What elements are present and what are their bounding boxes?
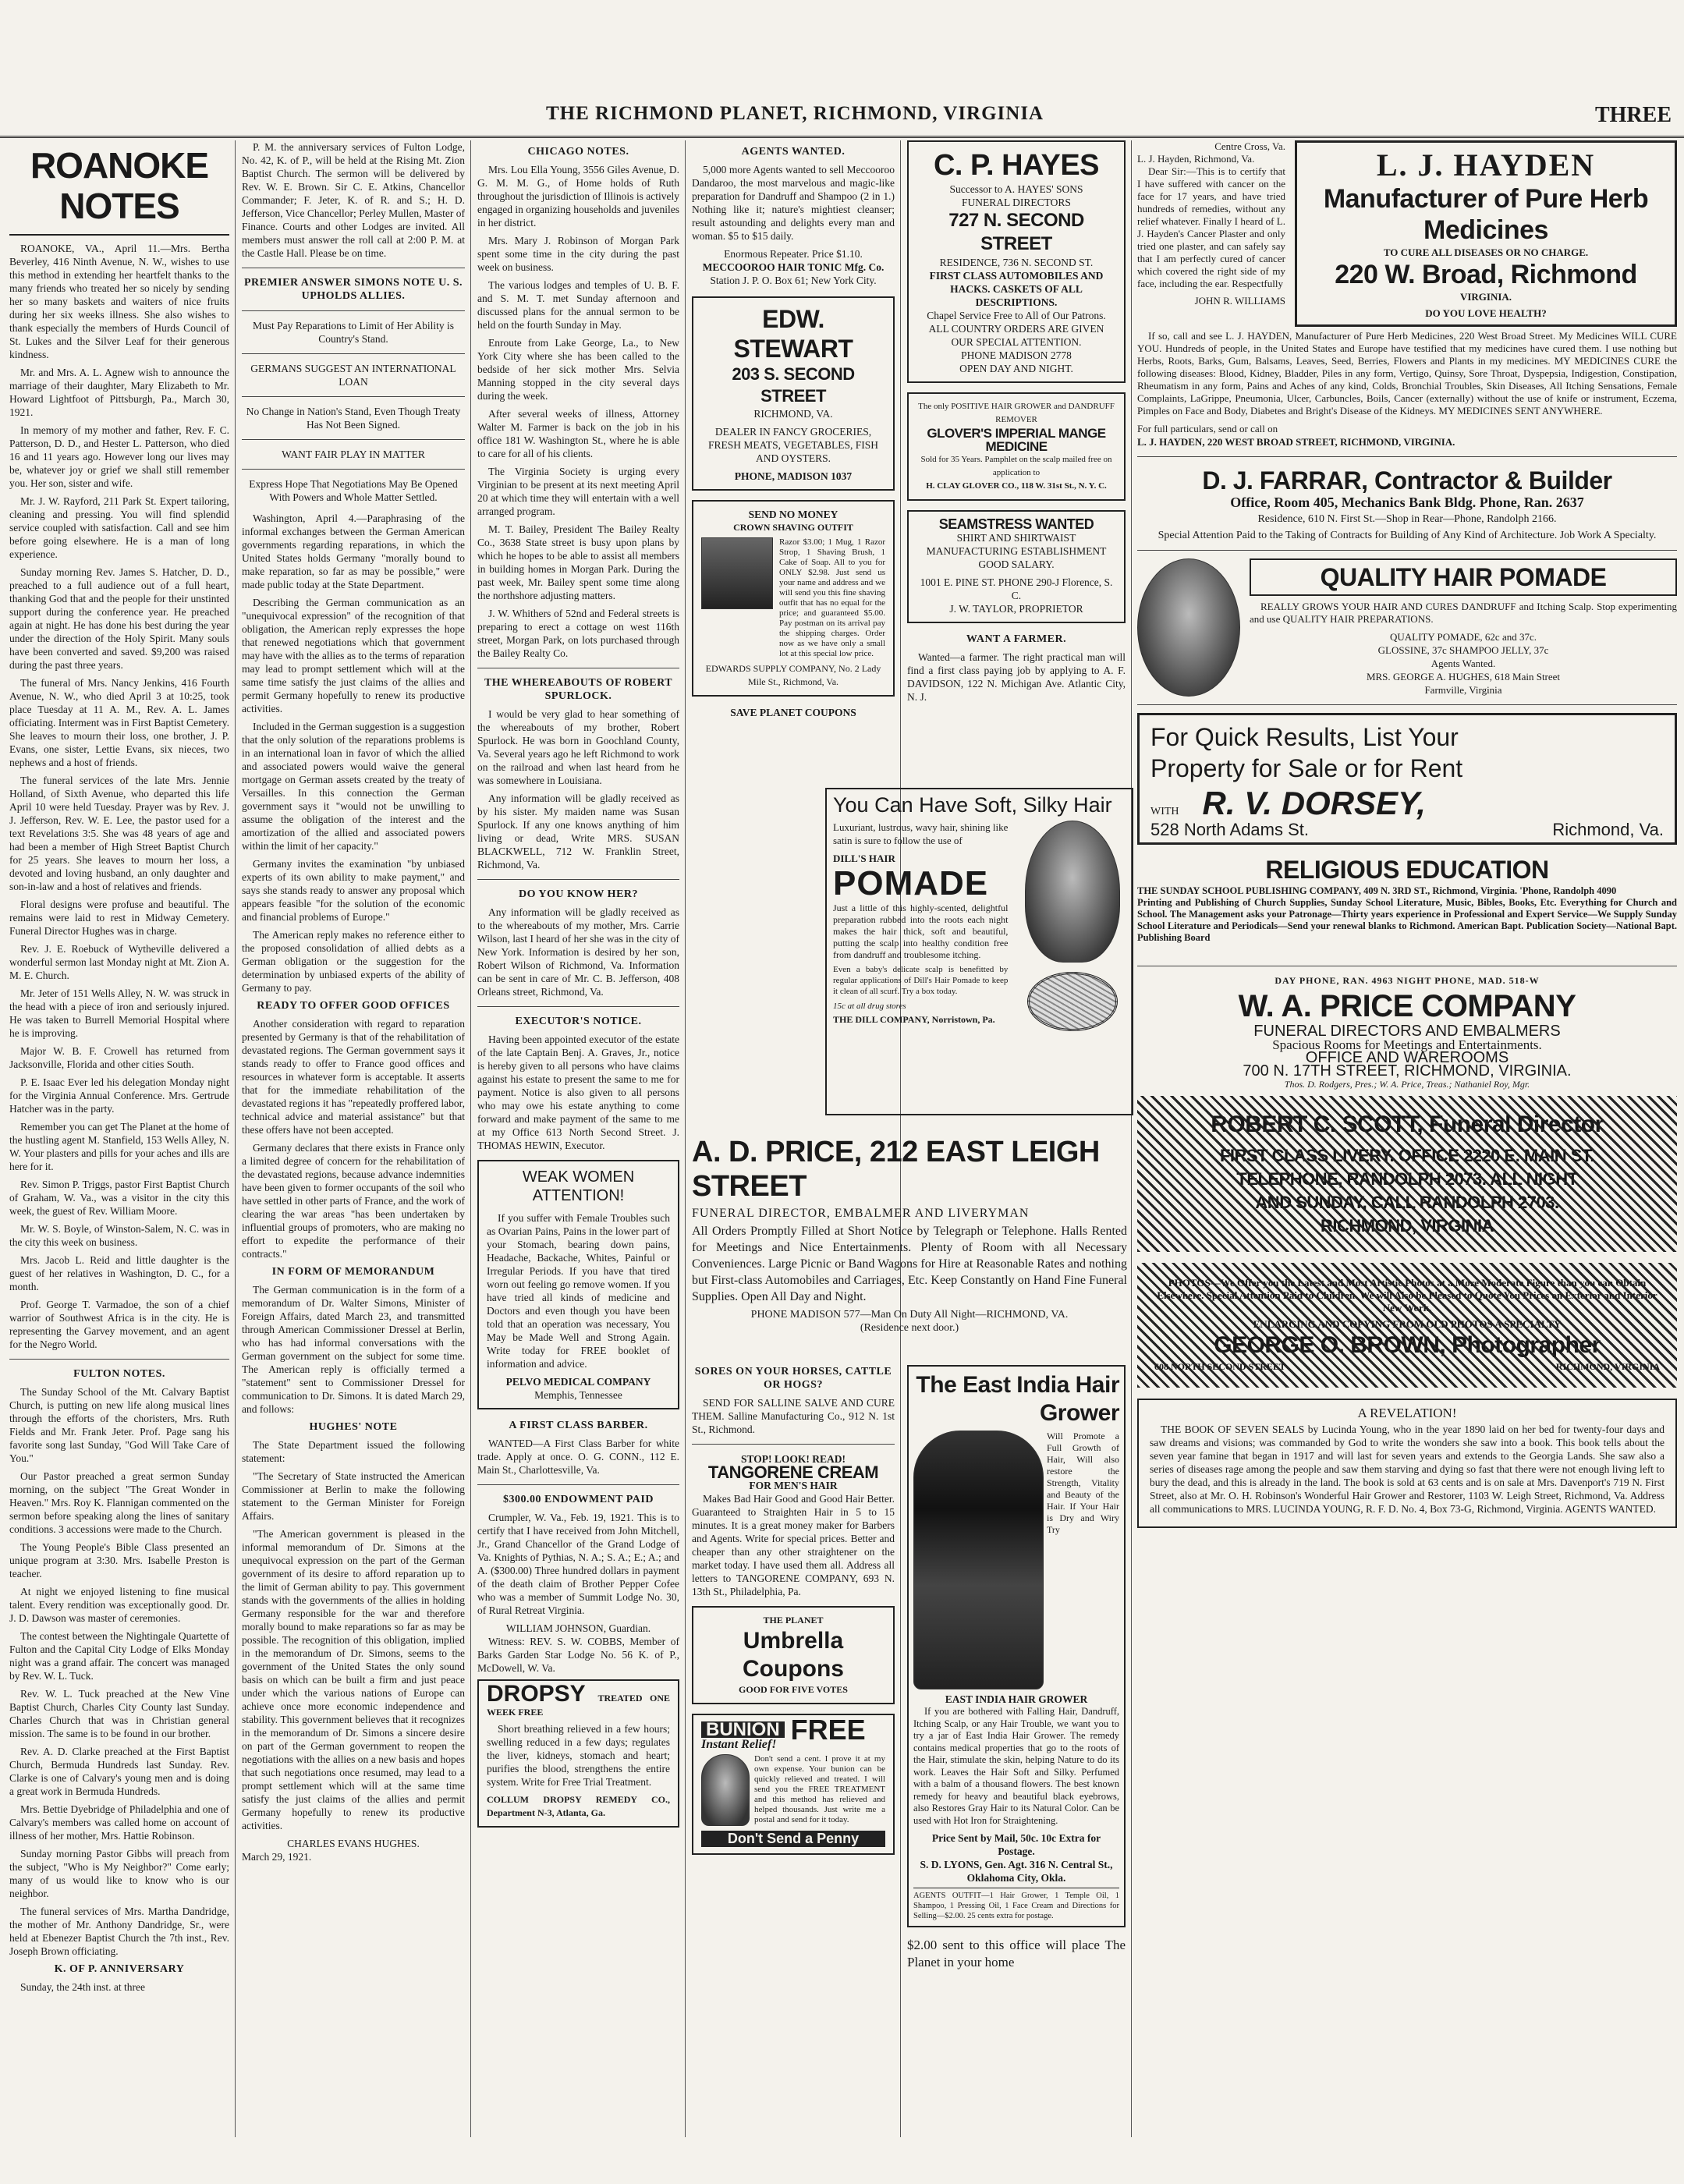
stewart-phone: PHONE, MADISON 1037 <box>734 470 853 482</box>
fulton-notes-heading: FULTON NOTES. <box>73 1368 165 1380</box>
wa-price-office: OFFICE AND WAREROOMS <box>1305 1049 1509 1066</box>
revelation-heading: A REVELATION! <box>1357 1406 1457 1420</box>
paragraph: Sunday morning Pastor Gibbs will preach from the subject, "Who is My Neighbor?" Come early; many of us would like to know who is our neighbor. <box>9 1848 229 1899</box>
dorsey-name: R. V. DORSEY, <box>1202 785 1426 821</box>
kp-anniversary-heading: K. OF P. ANNIVERSARY <box>54 1963 185 1975</box>
column-chicago-notes <box>477 140 679 2161</box>
hayden-box <box>1295 140 1677 327</box>
quality-pomade-items: GLOSSINE, 37c SHAMPOO JELLY, 37c <box>1377 644 1549 656</box>
weak-women-body: If you suffer with Female Troubles such as Ovarian Pains, Pains in the lower part of your Stomach, bearing down pains, Headache, Backache, Whites, Painful or Irregular Periods. If you have that tired worn out feeling go remove women. If you have tried all kinds of medicine and Doctors and even though you have been told that an operation was necessary, You May be Made Well and Strong Again. Write today for FREE booklet of information and advice. <box>487 1212 670 1370</box>
paragraph: Mr. J. W. Rayford, 211 Park St. Expert tailoring, cleaning and pressing. You will find splendid service coupled with satisfaction. Call and see him before going elsewhere. He is a man of long experience. <box>9 495 229 560</box>
paragraph: Germany invites the examination "by unbiased experts of its own ability to make payment," and says she stands ready to answer any proposal which appears feasible "for the solution of the economic and financial problems of Europe." <box>242 858 465 923</box>
glover-body: Sold for 35 Years. Pamphlet on the scalp mailed free on application to <box>920 455 1112 477</box>
dorsey-with: WITH <box>1150 806 1179 817</box>
sores-body: SEND FOR SALLINE SALVE AND CURE THEM. Salline Manufacturing Co., 912 N. 1st St., Richmond. <box>692 1397 895 1435</box>
wa-price-phones: DAY PHONE, RAN. 4963 NIGHT PHONE, MAD. 518-W <box>1275 975 1540 986</box>
paragraph: J. W. Whithers of 52nd and Federal streets is preparing to erect a cottage on west 116th street, Morgan Park, on lots purchased through the Bailey Realty Co. <box>477 608 679 659</box>
hayes-successor: Successor to A. HAYES' SONS <box>949 183 1083 195</box>
paragraph: "The Secretary of State instructed the American Commissioner at Berlin to make the following statement to the German Minister for Foreign Affairs. <box>242 1470 465 1522</box>
do-you-know-her-body <box>477 906 679 998</box>
pomade-tin-image <box>1027 972 1118 1031</box>
hughes-portrait-image <box>1137 558 1240 697</box>
fulton-notes-body <box>9 1385 229 1958</box>
brown-name: GEORGE O. BROWN, Photographer <box>1214 1332 1601 1358</box>
bunion-body: Don't send a cent. I prove it at my own expense. Your bunion can be quickly relieved and treated. I will send you the FREE TREATMENT and this method has relieved and helped thousands. Just write me a postal and send for it today. <box>754 1754 885 1824</box>
weak-women-title: WEAK WOMEN ATTENTION! <box>522 1168 635 1204</box>
paragraph: The Virginia Society is urging every Virginian to be present at its next meeting April 20 at which time they will entertain with a well arranged program. <box>477 466 679 517</box>
dorsey-address: 528 North Adams St. <box>1150 820 1309 839</box>
roanoke-notes-heading: ROANOKE NOTES <box>9 140 229 236</box>
column-hayes-ads <box>907 140 1126 780</box>
hayes-name: C. P. HAYES <box>933 149 1100 182</box>
quality-pomade-agents: Agents Wanted. <box>1431 658 1496 669</box>
spurlock-heading: THE WHEREABOUTS OF ROBERT SPURLOCK. <box>484 677 673 702</box>
hayes-address: 727 N. SECOND STREET <box>948 210 1084 254</box>
endowment-body: Crumpler, W. Va., Feb. 19, 1921. This is to certify that I have received from John Mitchell, Jr., Grand Chancellor of the Grand Lodge of Va. Knights of Pythias, N. A.; S. A.; E.; A.; and A. ($300.00) Three hundred dollars in payment of the death claim of Brother Pepper Cofee who was a member of Summit Lodge No. 30, of Rural Retreat Virginia. <box>477 1512 679 1616</box>
dills-brand: DILL'S HAIR <box>833 853 895 864</box>
hughes-date: March 29, 1921. <box>242 1851 312 1863</box>
religious-title: RELIGIOUS EDUCATION <box>1265 856 1549 884</box>
glover-ad <box>907 392 1126 501</box>
quality-pomade-city: Farmville, Virginia <box>1424 684 1502 696</box>
east-india-title: The East India Hair Grower <box>916 1372 1119 1426</box>
paragraph: Remember you can get The Planet at the home of the hustling agent M. Stanfield, 153 Wells Alley, N. W. Your plasters and pills for your aches and ills are here for it. <box>9 1121 229 1172</box>
scott-line2: TELEPHONE, RANDOLPH 2073. ALL NIGHT <box>1236 1169 1578 1189</box>
paragraph: Mr. Jeter of 151 Wells Alley, N. W. was struck in the head with a piece of iron and seriously injured. He was taken to Burrell Memorial Hospital where he is improving. <box>9 987 229 1039</box>
paragraph: Floral designs were profuse and beautiful. The remains were laid to rest in Midway Cemetery. Funeral Director Hughes was in charge. <box>9 899 229 937</box>
hayes-body: FIRST CLASS AUTOMOBILES AND HACKS. CASKETS OF ALL DESCRIPTIONS. <box>929 270 1104 308</box>
good-offices-body <box>242 1017 465 1260</box>
good-offices-heading: READY TO OFFER GOOD OFFICES <box>257 1000 450 1012</box>
hayes-open: OPEN DAY AND NIGHT. <box>959 363 1073 374</box>
column-agents-ads <box>692 140 895 780</box>
east-india-agents: AGENTS OUTFIT—1 Hair Grower, 1 Temple Oil, 1 Shampoo, 1 Pressing Oil, 1 Face Cream and Directions for Selling—$2.00. 25 cents extra for postage. <box>913 1888 1119 1921</box>
umbrella-subtitle: GOOD FOR FIVE VOTES <box>739 1684 848 1695</box>
quality-pomade-price: QUALITY POMADE, 62c and 37c. <box>1390 631 1537 643</box>
farmer-heading: WANT A FARMER. <box>966 633 1067 645</box>
paragraph: Mrs. Mary J. Robinson of Morgan Park spent some time in the city during the past week on business. <box>477 235 679 273</box>
stewart-city: RICHMOND, VA. <box>753 408 833 420</box>
ad-price-subtitle: FUNERAL DIRECTOR, EMBALMER AND LIVERYMAN <box>692 1207 1030 1220</box>
bunion-subtitle: Instant Relief! <box>701 1738 777 1751</box>
paragraph: The funeral of Mrs. Nancy Jenkins, 416 Fourth Avenue, N. W., who died April 3 at 10:25, took place Tuesday at 11 A. M., Rev. A. L. James officiating. Interment was in First Baptist Cemetery. She leaves to mourn their loss, one brother, J. P. Evans, one sister, Lettie Evans, six nieces, two nephews and a host of friends. <box>9 677 229 768</box>
hayes-phone: PHONE MADISON 2778 <box>961 349 1072 361</box>
paragraph: Enroute from Lake George, La., to New York City where she has been called to the bedside of her sick mother Mrs. Selvia Manning stopped in the city several days during the week. <box>477 337 679 402</box>
paragraph: Rev. J. E. Roebuck of Wytheville delivered a wonderful sermon last Monday night at Mt. Zion A. M. E. Church. <box>9 943 229 981</box>
brown-address: 608 NORTH SECOND STREET <box>1154 1361 1285 1372</box>
paragraph: Mrs. Bettie Dyebridge of Philadelphia and one of Calvary's members was called home on account of illness of her mother, Mrs. Hattie Robinson. <box>9 1803 229 1842</box>
paragraph: P. E. Isaac Ever led his delegation Monday night for the Virginia Annual Conference. Mrs. Gertrude Hatcher was in the party. <box>9 1076 229 1115</box>
ad-price-heading: A. D. PRICE, 212 EAST LEIGH STREET <box>692 1136 1100 1203</box>
paragraph: Mr. and Mrs. A. L. Agnew wish to announce the marriage of their daughter, Mary Elizabeth to Mr. Howard Lightfoot of Pittsburgh, Pa., March 30, 1921. <box>9 367 229 418</box>
glover-name: GLOVER'S IMPERIAL MANGE MEDICINE <box>927 426 1106 454</box>
east-india-body: If you are bothered with Falling Hair, Dandruff, Itching Scalp, or any Hair Trouble, we want you to try a jar of East India Hair Grower. The remedy contains medical properties that go to the roots of the Hair, stimulate the skin, helping Nature to do its work. Leaves the Hair Soft and Silky. Perfumed with a balm of a thousand flowers. The best known remedy for heavy and beautiful black eyebrows, also Restores Gray Hair to its Natural Color. Can be used with Hot Iron for Straightening. <box>913 1706 1119 1826</box>
chicago-notes-heading: CHICAGO NOTES. <box>527 146 629 158</box>
religious-education-ad <box>1137 854 1677 944</box>
farrar-body: Special Attention Paid to the Taking of Contracts for Building of Any Kind of Architecture. Job Work A Specialty. <box>1158 530 1657 541</box>
dorsey-line1: For Quick Results, List Your <box>1150 723 1459 751</box>
quality-pomade-title: QUALITY HAIR POMADE <box>1250 558 1677 596</box>
bunion-ad <box>692 1714 895 1855</box>
stewart-address: 203 S. SECOND STREET <box>732 364 855 406</box>
reparations-body <box>242 512 465 994</box>
paragraph: Our Pastor preached a great sermon Sunday morning, on the subject "The Great Wonder in Heaven." Mrs. Roy K. Flannigan commented on the sermon before speaking along the lines of sanitary conditions. 3 accessions were made to the Church. <box>9 1470 229 1535</box>
farrar-office: Office, Room 405, Mechanics Bank Bldg. Phone, Ran. 2637 <box>1230 495 1584 510</box>
brown-photographer-ad <box>1137 1263 1677 1388</box>
hayden-foot2: L. J. HAYDEN, 220 WEST BROAD STREET, RICHMOND, VIRGINIA. <box>1137 436 1455 448</box>
agents-repeater: Enormous Repeater. Price $1.10. <box>724 248 863 260</box>
dills-headline: You Can Have Soft, Silky Hair <box>833 793 1112 817</box>
shaving-kit-image <box>701 537 773 609</box>
bunion-penny: Don't Send a Penny <box>701 1831 885 1847</box>
quality-pomade-name: MRS. GEORGE A. HUGHES, 618 Main Street <box>1366 671 1561 682</box>
tangorene-body: Makes Bad Hair Good and Good Hair Better. Guaranteed to Straighten Hair in 5 to 15 minutes. It is a great money maker for Barbers and Agents. Write for special prices. Better and cheaper than any other straightener on the market today. I have used them all. Address all letters to TANGORENE COMPANY, 693 N. 13th St., Philadelphia, Pa. <box>692 1493 895 1597</box>
subscription-line: $2.00 sent to this office will place The Planet in your home <box>907 1938 1126 1970</box>
hayden-state: VIRGINIA. <box>1459 291 1512 303</box>
long-hair-woman-image <box>913 1431 1044 1689</box>
endowment-witness: Witness: REV. S. W. COBBS, Member of Barks Garden Star Lodge No. 56 K. of P., McDowell, W. Va. <box>477 1636 679 1674</box>
dropsy-body: Short breathing relieved in a few hours; swelling reduced in a few days; regulates the liver, kidneys, stomach and heart; purifies the blood, strengthens the entire system. Write for Free Trial Treatment. <box>487 1723 670 1788</box>
column-lower-ads <box>692 1365 895 2161</box>
subhead-must-pay: Must Pay Reparations to Limit of Her Ability is Country's Stand. <box>253 320 454 345</box>
meccooroo-address: Station J. P. O. Box 61; New York City. <box>710 275 877 286</box>
bunion-free: FREE <box>790 1714 866 1746</box>
subhead-german-loan: GERMANS SUGGEST AN INTERNATIONAL LOAN <box>250 363 456 388</box>
dills-pomade-content <box>827 789 1131 1117</box>
meccooroo-company: MECCOOROO HAIR TONIC Mfg. Co. <box>702 261 885 273</box>
glover-address: H. CLAY GLOVER CO., 118 W. 31st St., N. Y. C. <box>926 481 1107 491</box>
memorandum-heading: IN FORM OF MEMORANDUM <box>271 1266 435 1278</box>
umbrella-coupons-ad <box>692 1606 895 1704</box>
woman-portrait-image <box>1025 821 1120 963</box>
hayes-funeral: FUNERAL DIRECTORS <box>962 197 1071 208</box>
religious-company: THE SUNDAY SCHOOL PUBLISHING COMPANY, 409 N. 3RD ST., Richmond, Virginia. 'Phone, Randolph 4090 <box>1137 885 1617 896</box>
paragraph: The funeral services of the late Mrs. Jennie Holland, of Sixth Avenue, who departed this life April 10 were held Tuesday. Prayer was by Rev. J. J. Jefferson, Rev. W. E. Lee, the pastor used for a text Revelations 3:5. She was 48 years of age and had been a member of High Street Baptist Church for 25 years. She leaves to mourn her loss, a devoted and loving husband, an only daughter and son-in-law and a host of relatives and friends. <box>9 775 229 892</box>
seamstress-proprietor: J. W. TAYLOR, PROPRIETOR <box>949 603 1083 615</box>
testimonial-signature: JOHN R. WILLIAMS <box>1194 295 1285 307</box>
dorsey-ad <box>1137 713 1677 845</box>
column-right-ads <box>1137 140 1677 2161</box>
dills-price: 15c at all drug stores <box>833 1002 906 1011</box>
seamstress-heading: SEAMSTRESS WANTED <box>938 516 1094 532</box>
save-coupons-line: SAVE PLANET COUPONS <box>730 707 856 718</box>
ad-price-residence: (Residence next door.) <box>860 1322 959 1334</box>
stewart-body: DEALER IN FANCY GROCERIES, FRESH MEATS, VEGETABLES, FISH AND OYSTERS. <box>707 426 879 464</box>
chicago-notes-body <box>477 163 679 660</box>
paragraph: Germany declares that there exists in France only a limited degree of concern for the rehabilitation of the devastated regions, because advance indemnities have been given to former occupants of the soil who have settled in other parts of France, and the work of clearing the war areas "has been undertaken by influential groups of promoters, who are making no effort to expedite the performance of their contracts." <box>242 1142 465 1260</box>
dills-company: THE DILL COMPANY, Norristown, Pa. <box>833 1014 995 1025</box>
pelvo-company: PELVO MEDICAL COMPANY <box>505 1376 651 1388</box>
paragraph: Mrs. Lou Ella Young, 3556 Giles Avenue, D. G. M. M. G., of Home holds of Ruth throughout the jurisdiction of Illinois is actively engaged in organizing households and juveniles in her district. <box>477 164 679 229</box>
umbrella-title: Umbrella Coupons <box>743 1628 844 1682</box>
dropsy-ad <box>477 1679 679 1828</box>
dorsey-city: Richmond, Va. <box>1552 820 1664 839</box>
ad-price-ad <box>692 1135 1127 1353</box>
column-rule <box>235 140 236 2137</box>
east-india-sidebar: Will Promote a Full Growth of Hair, Will also restore the Strength, Vitality and Beauty of the Hair. If Your Hair is Dry and Wiry Try <box>1047 1431 1119 1535</box>
hayden-name: L. J. HAYDEN <box>1376 147 1596 183</box>
paragraph: The American reply makes no reference either to the proposed consolidation of allied debts as a German obligation or the suggestion for the determination by unbiased experts of the ability of Germany to pay. <box>242 929 465 994</box>
dropsy-subtitle: TREATED ONE WEEK FREE <box>487 1693 670 1718</box>
paragraph: Sunday morning Rev. James S. Hatcher, D. D., preached to a full audience out of a full heart, thanking God that and the people for their unstinted support during the conference year. He preached again at night. He has done his best during the year under the direction of the Holy Spirit. Many souls have been converted and saved. $9,200 was raised during the past three years. <box>9 566 229 671</box>
premier-answer-heading: PREMIER ANSWER SIMONS NOTE U. S. UPHOLDS ALLIES. <box>243 277 463 302</box>
agents-wanted-body: 5,000 more Agents wanted to sell Meccooroo Dandaroo, the most marvelous and magic-like preparation for Dandruff and Shampoo (2 in 1.) Nothing like it; nature's mightiest cleanser; result astounding and delights every man and woman. $5 to $15 daily. <box>692 164 895 242</box>
paragraph: Mr. W. S. Boyle, of Winston-Salem, N. C. was in the city this week on business. <box>9 1223 229 1248</box>
barber-body: WANTED—A First Class Barber for white trade. Apply at once. O. G. CONN., 112 E. Main St., Charlottesville, Va. <box>477 1438 679 1476</box>
farrar-ad <box>1137 465 1677 542</box>
dills-body: Just a little of this highly-scented, delightful preparation rubbed into the roots each night makes the hair thick, soft and beautiful, putting the scalp into healthy condition free from dandruff and troublesome itching. <box>833 902 1009 960</box>
wa-price-address: 700 N. 17TH STREET, RICHMOND, VIRGINIA. <box>1243 1062 1572 1080</box>
dorsey-line2: Property for Sale or for Rent <box>1150 754 1463 782</box>
religious-body: Printing and Publishing of Church Supplies, Sunday School Literature, Music, Bibles, Books, Etc. Everything for Church and School. The Management asks your Patronage—Thirty years experience in Professional and Expert Service—We Supply Sunday School Literature and Periodicals—Send your renewal blanks to Richmond. American Bapt. Publication Society—National Bapt. Publishing Board <box>1137 897 1677 943</box>
paragraph: ROANOKE, VA., April 11.—Mrs. Bertha Beverley, 416 Ninth Avenue, N. W., wishes to use this method in extending her heartfelt thanks to the many friends who treated her so nicely by sending her so many baskets and waiters of nice fruits during her six weeks illness. She also wishes to thank especially the members of Hurds Council of St. Lukes and the Silver Leaf for their generous kindness. <box>9 243 229 360</box>
paragraph: At night we enjoyed listening to fine musical talent. Every rendition was exceptionally good. Dr. J. D. Dawson was master of ceremonies. <box>9 1586 229 1624</box>
seamstress-ad <box>907 510 1126 623</box>
wa-price-officers: Thos. D. Rodgers, Pres.; W. A. Price, Treas.; Nathaniel Roy, Mgr. <box>1284 1079 1530 1090</box>
barber-heading: A FIRST CLASS BARBER. <box>509 1420 648 1431</box>
scott-ad <box>1137 1096 1677 1252</box>
revelation-body: THE BOOK OF SEVEN SEALS by Lucinda Young, who in the year 1890 laid on her bed for twenty-four days and saw dreams and visions; was commanded by God to write the wonders she saw into a book. This book tells about the seven year famine that began in 1917 and will last for seven years and extends to the Georgia Lands. She saw also a series of diseases rage among the people and saw them starving and dying so fast that there were not enough living left to bury the dead, and this is already in the land. The book is sold at 63 cents and is on sale at Mrs. Davenport's 719 N. First Street, also at Mr. O. H. Robinson's Wonderful Hair Grower and Restorer, 1103 W. Leigh Street, Richmond, Va. Address all communications to MRS. LUCINDA YOUNG, R. F. D. No. 4, Box 73-G, Richmond, Virginia. AGENTS WANTED. <box>1150 1424 1665 1515</box>
executor-notice-heading: EXECUTOR'S NOTICE. <box>515 1016 642 1027</box>
endowment-signature: WILLIAM JOHNSON, Guardian. <box>505 1622 651 1634</box>
hayden-address: 220 W. Broad, Richmond <box>1335 260 1637 289</box>
farrar-residence: Residence, 610 N. First St.—Shop in Rear—Phone, Randolph 2166. <box>1257 513 1557 525</box>
paragraph: The Sunday School of the Mt. Calvary Baptist Church, is putting on new life along musical lines through the efforts of the choristers, Mrs. Ruth Fields and Mr. Frank Jeter. Prof. Page sang his favorite song last Sunday, "God Will Take Care of You." <box>9 1386 229 1464</box>
hayden-question: DO YOU LOVE HEALTH? <box>1425 307 1547 319</box>
paragraph: Describing the German communication as an "unequivocal expression" of the recognition of that obligation, the American reply expresses the hope that renewed negotiations which that government may have with the allies as to the terms of reparation may lead to prompt settlement which will at the same time satisfy the just claims of the allies and permit Germany hopefully to renew its productive activities. <box>242 597 465 714</box>
hayden-foot: For full particulars, send or call on <box>1137 423 1278 434</box>
hayes-residence: RESIDENCE, 736 N. SECOND ST. <box>939 257 1094 268</box>
endowment-heading: $300.00 ENDOWMENT PAID <box>503 1494 654 1505</box>
kp-anniversary-line: Sunday, the 24th inst. at three <box>20 1981 145 1993</box>
ad-price-phone: PHONE MADISON 577—Man On Duty All Night—RICHMOND, VA. <box>750 1309 1069 1321</box>
masthead <box>0 103 1684 138</box>
quality-pomade-ad <box>1137 558 1677 697</box>
brown-city: RICHMOND, VIRGINIA <box>1555 1361 1660 1372</box>
wa-price-name: W. A. PRICE COMPANY <box>1238 989 1576 1023</box>
memorandum-body <box>242 1283 465 1416</box>
testimonial-to: L. J. Hayden, Richmond, Va. <box>1137 153 1255 165</box>
page-number: THREE <box>1594 103 1672 127</box>
column-rule <box>685 140 686 2137</box>
pelvo-city: Memphis, Tennessee <box>534 1389 622 1401</box>
farmer-body: Wanted—a farmer. The right practical man will find a first class paying job by applying to A. F. DAVIDSON, 122 N. Michigan Ave. Atlantic City, N. J. <box>907 651 1126 703</box>
hayes-body2: Chapel Service Free to All of Our Patrons. ALL COUNTRY ORDERS ARE GIVEN OUR SPECIAL ATTENTION. <box>927 310 1106 348</box>
paragraph: After several weeks of illness, Attorney Walter M. Farmer is back on the job in his office 181 W. Washington St., where he is able to care for all of his clients. <box>477 408 679 459</box>
seamstress-address: 1001 E. PINE ST. PHONE 290-J Florence, S. C. <box>920 576 1113 601</box>
paragraph: Rev. Simon P. Triggs, pastor First Baptist Church of Graham, W. Va., was a visitor in the city this week, the guest of Rev. William Moore. <box>9 1179 229 1217</box>
brown-body: PHOTOS—We Offer you the Latest and Most Artistic Photos at a More Moderate Figure than you can Obtain Elsewhere. Special Attention Paid to Children. We will Also be Pleased to Quote You Prices on Exterior and Interior New Work. <box>1157 1277 1657 1314</box>
column-reparations <box>242 140 465 2161</box>
east-india-company: S. D. LYONS, Gen. Agt. 316 N. Central St., Oklahoma City, Okla. <box>920 1859 1113 1884</box>
paragraph: "The American government is pleased in the informal memorandum of Dr. Simons at the unequivocal expression on the part of the German government of its desire to afford reparation up to the limit of German ability to pay. This government stands with the governments of the allies in holding Germany responsible for the war and therefore morally bound to make reparations so far as may be possible. The recognition of this obligation, implied in the memorandum of Dr. Simons, seems to the government of the United States the only sound basis on which can be built a firm and just peace under which the various nations of Europe can achieve once more economic independence and stability. This government believes that it recognizes in the memorandum of Dr. Simons a sincere desire on part of the German government to reopen the negotiations with the allies on a new basis and hopes that such negotiations once resumed, may lead to a prompt settlement which will at the same time satisfy the just claims of the allies and permit Germany hopefully to renew its productive activities. <box>242 1528 465 1831</box>
hughes-note-body <box>242 1438 465 1832</box>
dropsy-company: COLLUM DROPSY REMEDY CO., Department N-3, Atlanta, Ga. <box>487 1794 670 1818</box>
testimonial-place: Centre Cross, Va. <box>1214 140 1285 152</box>
paragraph: Another consideration with regard to reparation presented by Germany is that of the rehabilitation of devastated regions. The German government says it stands ready to offer to France good offices and resources in whatever form is acceptable. It asserts that for the immediate rehabilitation of the devastated regions it has "repeatedly proffered labor, technical advice and material assistance" but that these offers have not been accepted. <box>242 1018 465 1136</box>
paragraph: I would be very glad to hear something of the whereabouts of my brother, Robert Spurlock. He was born in Goochland County, Va. Several years ago he left Richmond to work on the railroad and when last heard from he was somewhere in Louisiana. <box>477 708 679 786</box>
shaving-outfit-ad <box>692 500 895 697</box>
scott-line3: AND SUNDAY, CALL RANDOLPH 2703. <box>1255 1193 1559 1212</box>
east-india-price: Price Sent by Mail, 50c. 10c Extra for Postage. <box>931 1832 1101 1857</box>
tangorene-subtitle: FOR MEN'S HAIR <box>749 1480 838 1491</box>
paragraph: The funeral services of Mrs. Martha Dandridge, the mother of Mr. Anthony Dandridge, Sr., were held at Ebenezer Baptist Church the 7th inst., Rev. Joseph Brown officiating. <box>9 1906 229 1957</box>
stewart-ad <box>692 296 895 491</box>
paragraph: Rev. A. D. Clarke preached at the First Baptist Church, Bermuda Hundreds last Sunday. Rev. Clarke is one of Calvary's young men and is doing a great work in Bermuda Hundreds. <box>9 1746 229 1797</box>
weak-women-ad <box>477 1160 679 1409</box>
paragraph: Included in the German suggestion is a suggestion that the only solution of the reparations problems is in an international loan in favor of which the allied and associated powers would waive the general mortgage on German assets created by the treaty of Versailles. In this connection the German government says it "would not be unwilling to assume the obligation of the interest and the amortization of the allied and associated powers within the limit of her capacity." <box>242 721 465 852</box>
seamstress-body: SHIRT AND SHIRTWAIST MANUFACTURING ESTABLISHMENT GOOD SALARY. <box>926 532 1107 570</box>
hayes-ad <box>907 140 1126 383</box>
paragraph: Major W. B. F. Crowell has returned from Jacksonville, Florida and other cities South. <box>9 1045 229 1070</box>
foot-image <box>701 1754 750 1826</box>
farrar-name: D. J. FARRAR, Contractor & Builder <box>1202 466 1612 495</box>
dills-body2: Even a baby's delicate scalp is benefitted by regular applications of Dill's Hair Pomade to keep it clean of all scurf. Try a box today. <box>833 965 1009 996</box>
paragraph: The various lodges and temples of U. B. F. and S. M. T. met Sunday afternoon and discussed plans for the annual sermon to be held on the fourth Sunday in May. <box>477 279 679 331</box>
testimonial-body: Dear Sir:—This is to certify that I have suffered with cancer on the face for 17 years, and have tried hundreds of remedies, without any relief whatever. Finally I heard of L. J. Hayden's Cancer Plaster and only tried one plaster, and can safely say that I am perfectly cured of cancer which covered the right side of my face, including the ear. Respectfully <box>1137 165 1285 289</box>
outfit-body: Razor $3.00; 1 Mug, 1 Razor Strop, 1 Shaving Brush, 1 Cake of Soap. All to you for ONLY $2.98. Just send us your name and address and we will send you this fine shaving outfit that has no equal for the price; and guaranteed $5.00. Pay postman on its arrival pay the shipping charges. Order now as we have only a small lot at this special low price. <box>779 537 885 658</box>
bunion-word: BUNION <box>701 1721 785 1738</box>
tangorene-top: STOP! LOOK! READ! <box>740 1453 846 1465</box>
stewart-name: EDW. STEWART <box>733 305 853 363</box>
glover-top: The only POSITIVE HAIR GROWER and DANDRUFF REMOVER <box>918 402 1115 424</box>
paragraph: In memory of my mother and father, Rev. F. C. Patterson, D. D., and Hester L. Patterson, who died 16 and 11 years ago. However long our lives may be, whatever joy or grief we shall still remember you. Her son, sister and wife. <box>9 424 229 489</box>
brown-enlarging: ENLARGING AND COPYING FROM OLD PHOTOS A SPECIALTY <box>1253 1318 1562 1330</box>
dills-wordmark: POMADE <box>833 864 989 902</box>
paragraph: The State Department issued the following statement: <box>242 1439 465 1464</box>
scott-line4: RICHMOND, VIRGINIA <box>1321 1216 1494 1236</box>
newspaper-title: THE RICHMOND PLANET, RICHMOND, VIRGINIA <box>546 103 1044 124</box>
east-india-name: EAST INDIA HAIR GROWER <box>945 1693 1088 1705</box>
dills-subline: Luxuriant, lustrous, wavy hair, shining like satin is sure to follow the use of <box>833 821 1009 846</box>
subhead-express-hope: Express Hope That Negotiations May Be Opened With Powers and Whole Matter Settled. <box>249 478 458 503</box>
agents-wanted-heading: AGENTS WANTED. <box>741 146 846 158</box>
paragraph: Rev. W. L. Tuck preached at the New Vine Baptist Church, Charles City County last Sunday. Charles Church that was in Christian general mission. The same is to be found in our brother. <box>9 1688 229 1739</box>
hayden-cure: TO CURE ALL DISEASES OR NO CHARGE. <box>1383 246 1589 258</box>
kp-lead-paragraph: P. M. the anniversary services of Fulton Lodge, No. 42, K. of P., will be held at the Rising Mt. Zion Baptist Church. The sermon will be delivered by Rev. W. E. Brown. Sir C. E. Atkins, Chancellor Commander; F. Jeter, K. of R. and S.; H. D. Jefferson, Vice Chancellor; Perley Mullen, Master of Finance. Courts and other Lodges are invited. All members must answer the roll call at 2:00 P. M. at the Castle Hall. Please be on time. <box>242 141 465 259</box>
column-east-india <box>907 1365 1126 2161</box>
ad-price-body: All Orders Promptly Filled at Short Notice by Telegraph or Telephone. Halls Rented for Meetings and Nice Entertainments. Plenty of Room with all Necessary Conveniences. Large Picnic or Band Wagons for Hire at Reasonable Rates and nothing but First-class Automobiles and Carriages, Etc. Keep Constantly on Hand Fine Funeral Supplies. Open All Day and Night. <box>692 1225 1127 1303</box>
paragraph: Having been appointed executor of the estate of the late Captain Benj. A. Graves, Jr., notice is hereby given to all persons who have claims against his estate to present the same to me for payment. Notice is also given to all persons who may owe his estate anything to come forward and make payment of the same to me at my Office 613 North Second Street. J. THOMAS HEWIN, Executor. <box>477 1034 679 1151</box>
subhead-fair-play: WANT FAIR PLAY IN MATTER <box>282 448 425 460</box>
paragraph: Any information will be gladly received as by his sister. My maiden name was Susan Spurlock. If any one knows anything of him living or dead, Write MRS. SUSAN BLACKWELL, 712 W. Franklin Street, Richmond, Va. <box>477 792 679 870</box>
scott-line1: FIRST CLASS LIVERY. OFFICE 2220 E. MAIN ST. <box>1219 1146 1595 1165</box>
hughes-note-heading: HUGHES' NOTE <box>309 1421 398 1433</box>
quality-pomade-body: REALLY GROWS YOUR HAIR AND CURES DANDRUFF and Itching Scalp. Stop experimenting and use QUALITY HAIR PREPARATIONS. <box>1250 601 1677 625</box>
umbrella-planet: THE PLANET <box>763 1615 824 1626</box>
scott-name: ROBERT C. SCOTT, Funeral Director <box>1211 1112 1604 1137</box>
executor-notice-body <box>477 1033 679 1152</box>
paragraph: Mrs. Jacob L. Reid and little daughter is the guest of her relatives in Washington, D. C., for a month. <box>9 1254 229 1292</box>
paragraph: The Young People's Bible Class presented an unique program at 3:30. Mrs. Isabelle Preston is teacher. <box>9 1541 229 1580</box>
wa-price-rooms: Spacious Rooms for Meetings and Entertainments. <box>1272 1037 1542 1052</box>
outfit-company: EDWARDS SUPPLY COMPANY, No. 2 Lady Mile St., Richmond, Va. <box>705 663 881 687</box>
tangorene-heading: TANGORENE CREAM <box>707 1462 879 1482</box>
paragraph: M. T. Bailey, President The Bailey Realty Co., 3638 State street is busy upon plans by which he hopes to be able to assist all members in building homes in Morgan Park. During the past week, Mr. Bailey spent some time along the northshore adjusting matters. <box>477 523 679 601</box>
roanoke-notes-body <box>9 242 229 1351</box>
column-rule <box>1131 140 1132 2137</box>
hayden-body: If so, call and see L. J. HAYDEN, Manufacturer of Pure Herb Medicines, 220 West Broad Street. My Medicines WILL CURE YOU. Hundreds of people, in the United States and Europe have testified that my medicines have cured them. I use nothing but Herbs, Roots, Barks, Gum, Balsams, Leaves, Seed, Berries, Flowers and Plants in my medicines. MY MEDICINES CURE the following diseases: Blood, Kidney, Bladder, Piles in any form, Vertigo, Quinsy, Sore Throat, Dyspepsia, Indigestion, Constipation, Rheumatism in any form, Pains and Aches of any kind, Colds, Bronchial Troubles, Skin Diseases, All Itching Sensations, Female Complaints, LaGrippe, Pneumonia, Ulcer, Carbuncles, Boils, Cancer (externally) without the use of knife or instrument, Eczema, Pimples on Face and Body, Diabetes and Bright's Disease of the Kidneys. MY MEDICINES SENT ANYWHERE. <box>1137 330 1677 417</box>
outfit-title: CROWN SHAVING OUTFIT <box>733 522 853 533</box>
east-india-ad <box>907 1365 1126 1927</box>
paragraph: Prof. George T. Varmadoe, the son of a chief warrior of Southwest Africa is in the city. He is representing the Garvey movement, and an agent for the Negro World. <box>9 1299 229 1350</box>
paragraph: Any information will be gladly received as to the whereabouts of my mother, Mrs. Carrie Wilson, last I heard of her she was in the city of New York. Information is desired by her son, Robert Wilson of Richmond, Va. Information can be sent in care of Mr. C. B. Jefferson, 408 Orleans street, Richmond, Va. <box>477 906 679 998</box>
paragraph: The German communication is in the form of a memorandum of Dr. Walter Simons, Minister of Foreign Affairs, dated March 23, and transmitted through American Commissioner Dressel at Berlin, who has had informal conversations with the German government on the subject for some time. The American reply is officially termed a "statement" sent to Commissioner Dressel for communication to Dr. Simons. It is dated March 29, and follows: <box>242 1284 465 1415</box>
dropsy-title: DROPSY <box>487 1681 586 1707</box>
column-roanoke-notes <box>9 140 229 2161</box>
paragraph: The contest between the Nightingale Quartette of Fulton and the Capital City Lodge of Elks Monday night was a grand affair. The concert was managed by Rev. W. L. Tuck. <box>9 1630 229 1682</box>
revelation-ad <box>1137 1399 1677 1528</box>
wa-price-funeral: FUNERAL DIRECTORS AND EMBALMERS <box>1253 1023 1561 1040</box>
outfit-heading: SEND NO MONEY <box>748 509 838 520</box>
wa-price-ad <box>1137 974 1677 1091</box>
subhead-no-change: No Change in Nation's Stand, Even Though Treaty Has Not Been Signed. <box>246 406 461 431</box>
hayden-testimonial <box>1137 140 1285 327</box>
column-rule <box>470 140 471 2137</box>
spurlock-body <box>477 707 679 871</box>
hayden-title: Manufacturer of Pure Herb Medicines <box>1323 184 1649 245</box>
do-you-know-her-heading: DO YOU KNOW HER? <box>518 888 639 900</box>
hughes-signature: CHARLES EVANS HUGHES. <box>287 1838 420 1849</box>
paragraph: Washington, April 4.—Paraphrasing of the informal exchanges between the German American governments regarding reparations, in which the United States holds Germany "morally bound to make reparation, so far as may be possible," were made public today at the State Department. <box>242 512 465 590</box>
sores-heading: SORES ON YOUR HORSES, CATTLE OR HOGS? <box>694 1366 892 1391</box>
